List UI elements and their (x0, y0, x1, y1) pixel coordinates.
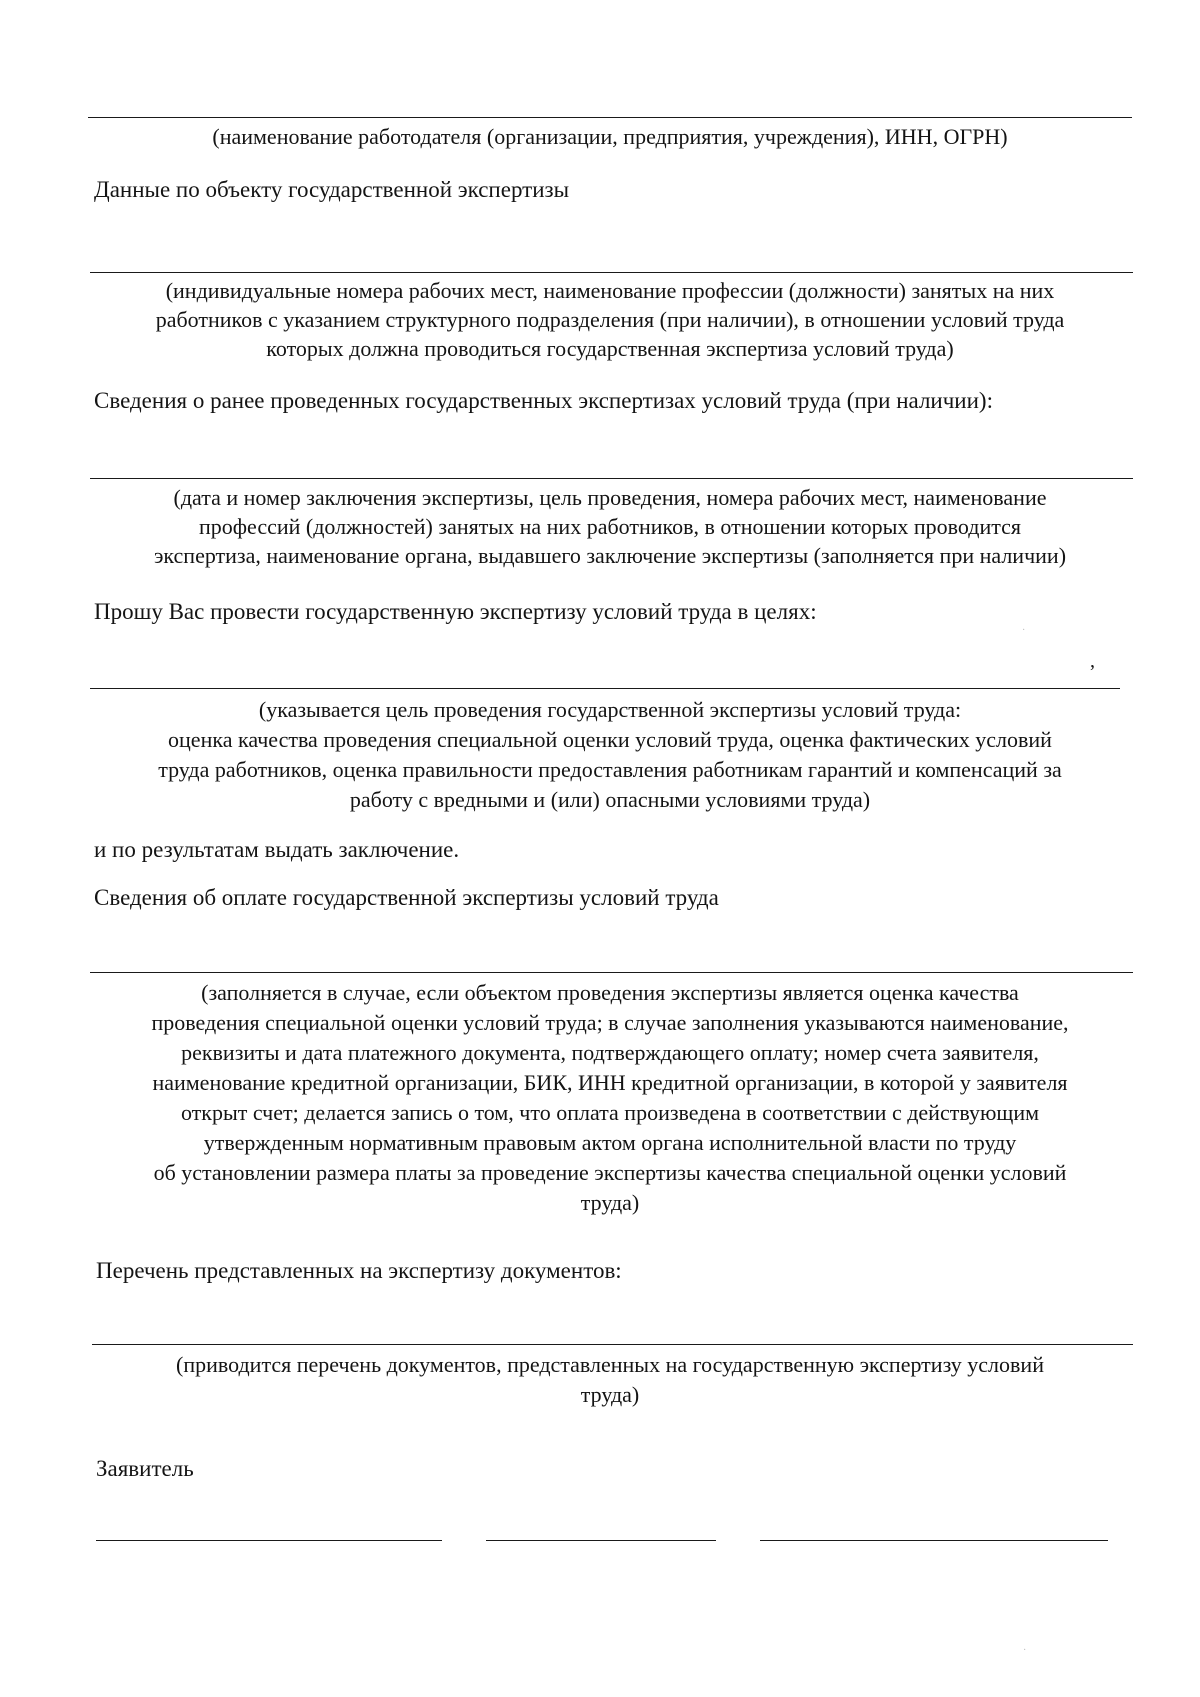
previous-field-line[interactable] (90, 478, 1133, 479)
payment-caption-line-7: об установлении размера платы за проведение экспертизы качества специальной оценки условий (153, 1160, 1067, 1185)
employer-caption: (наименование работодателя (организации, предприятия, учреждения), ИНН, ОГРН) (212, 124, 1008, 149)
signature-line-2[interactable] (486, 1540, 716, 1541)
request-heading: Прошу Вас провести государственную экспертизу условий труда в целях: (94, 599, 817, 624)
previous-caption-line-1: (дата и номер заключения экспертизы, цель проведения, номера рабочих мест, наименование (173, 485, 1047, 510)
signature-line-1[interactable] (96, 1540, 442, 1541)
scan-speck: · (1022, 625, 1026, 636)
payment-caption-line-8: труда) (580, 1190, 640, 1215)
employer-field-line[interactable] (88, 117, 1132, 118)
request-comma: , (1090, 650, 1095, 672)
signature-line-3[interactable] (760, 1540, 1108, 1541)
payment-field-line[interactable] (90, 972, 1133, 973)
purpose-caption-line-3: труда работников, оценка правильности предоставления работникам гарантий и компенсаций за (158, 757, 1062, 782)
scan-speck: · (1023, 1645, 1027, 1656)
documents-caption-line-2: труда) (580, 1382, 640, 1407)
purpose-caption-line-2: оценка качества проведения специальной оценки условий труда, оценка фактических условий (168, 727, 1052, 752)
documents-field-line[interactable] (92, 1344, 1133, 1345)
payment-caption-line-4: наименование кредитной организации, БИК, ИНН кредитной организации, в которой у заявителя (152, 1070, 1068, 1095)
payment-caption-line-6: утвержденным нормативным правовым актом органа исполнительной власти по труду (203, 1130, 1017, 1155)
payment-caption-line-1: (заполняется в случае, если объектом проведения экспертизы является оценка качества (201, 980, 1019, 1005)
object-heading: Данные по объекту государственной экспертизы (94, 177, 570, 202)
previous-caption-line-2: профессий (должностей) занятых на них работников, в отношении которых проводится (198, 514, 1021, 539)
object-caption-line-3: которых должна проводиться государственная экспертиза условий труда) (266, 336, 954, 361)
applicant-label: Заявитель (96, 1456, 194, 1481)
previous-heading: Сведения о ранее проведенных государственных экспертизах условий труда (при наличии): (94, 388, 993, 413)
payment-caption-line-3: реквизиты и дата платежного документа, подтверждающего оплату; номер счета заявителя, (181, 1040, 1039, 1065)
purpose-caption-line-4: работу с вредными и (или) опасными условиями труда) (349, 787, 871, 812)
documents-heading: Перечень представленных на экспертизу документов: (96, 1258, 622, 1283)
object-field-line[interactable] (90, 272, 1133, 273)
payment-caption-line-2: проведения специальной оценки условий труда; в случае заполнения указываются наименование, (151, 1010, 1069, 1035)
object-caption-line-2: работников с указанием структурного подразделения (при наличии), в отношении условий труда (155, 307, 1065, 332)
result-text: и по результатам выдать заключение. (94, 837, 460, 862)
documents-caption-line-1: (приводится перечень документов, представленных на государственную экспертизу условий (176, 1352, 1044, 1377)
object-caption-line-1: (индивидуальные номера рабочих мест, наименование профессии (должности) занятых на них (165, 278, 1055, 303)
payment-heading: Сведения об оплате государственной экспертизы условий труда (94, 885, 719, 910)
previous-caption-line-3: экспертиза, наименование органа, выдавшего заключение экспертизы (заполняется при наличии) (153, 543, 1067, 568)
payment-caption-line-5: открыт счет; делается запись о том, что оплата произведена в соответствии с действующим (180, 1100, 1040, 1125)
purpose-caption-line-1: (указывается цель проведения государственной экспертизы условий труда: (258, 697, 962, 722)
purpose-field-line[interactable] (90, 688, 1120, 689)
